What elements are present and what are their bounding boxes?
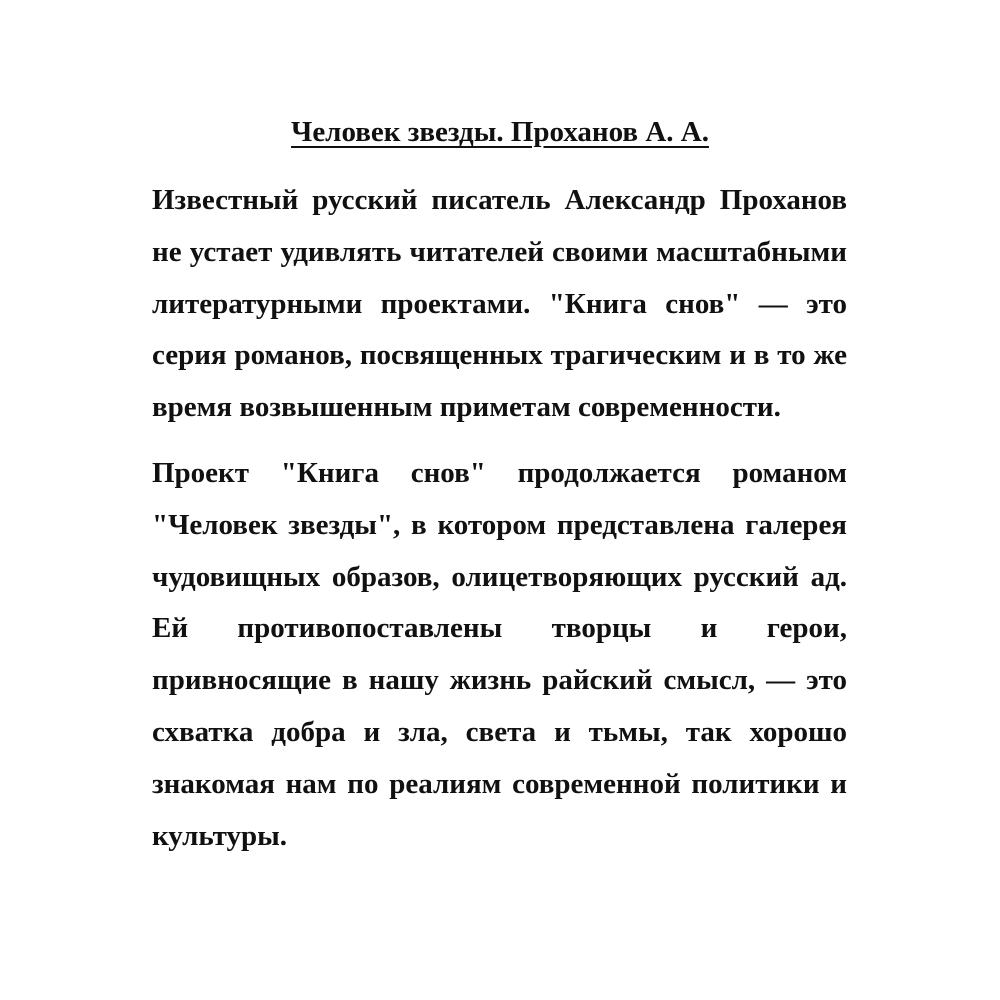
paragraph-intro: Известный русский писатель Александр Проханов не устает удивлять читателей своими масштабными литературными проектами. "Книга снов" — это серия романов, посвященных трагическим и в то же время возвышенным приметам современности. bbox=[152, 184, 847, 424]
paragraph-project: Проект "Книга снов" продолжается романом "Человек звезды", в котором представлена галерея чудовищных образов, олицетворяющих русский ад. Ей противопоставлены творцы и герои, привносящие в нашу жизнь райский смысл, — это схватка добра и зла, света и тьмы, так хорошо знакомая нам по реалиям современной политики и культуры. bbox=[152, 456, 847, 852]
document-title: Человек звезды. Проханов А. А. bbox=[291, 116, 709, 148]
document-body bbox=[152, 175, 847, 862]
